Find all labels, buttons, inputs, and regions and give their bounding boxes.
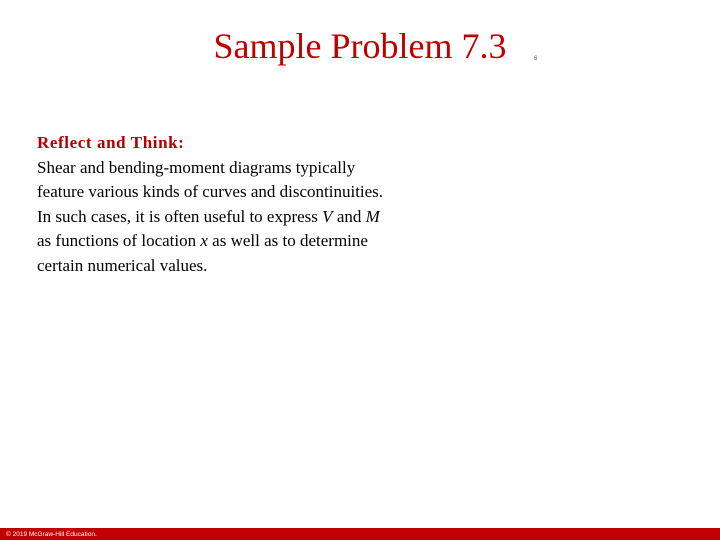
copyright-notice: © 2019 McGraw-Hill Education.: [6, 531, 97, 538]
body-line: Shear and bending-moment diagrams typically: [37, 157, 356, 177]
reflect-and-think-section: [37, 131, 497, 278]
slide-title: Sample Problem 7.3: [213, 26, 507, 66]
body-line: feature various kinds of curves and discontinuities.: [37, 182, 384, 201]
body-line: In such cases, it is often useful to express V and M: [37, 206, 380, 226]
page-number: 6: [534, 56, 538, 62]
section-heading: Reflect and Think:: [37, 133, 185, 152]
body-line: as functions of location x as well as to determine: [37, 231, 368, 250]
body-line: certain numerical values.: [37, 255, 208, 275]
footer-bar: [0, 528, 720, 540]
